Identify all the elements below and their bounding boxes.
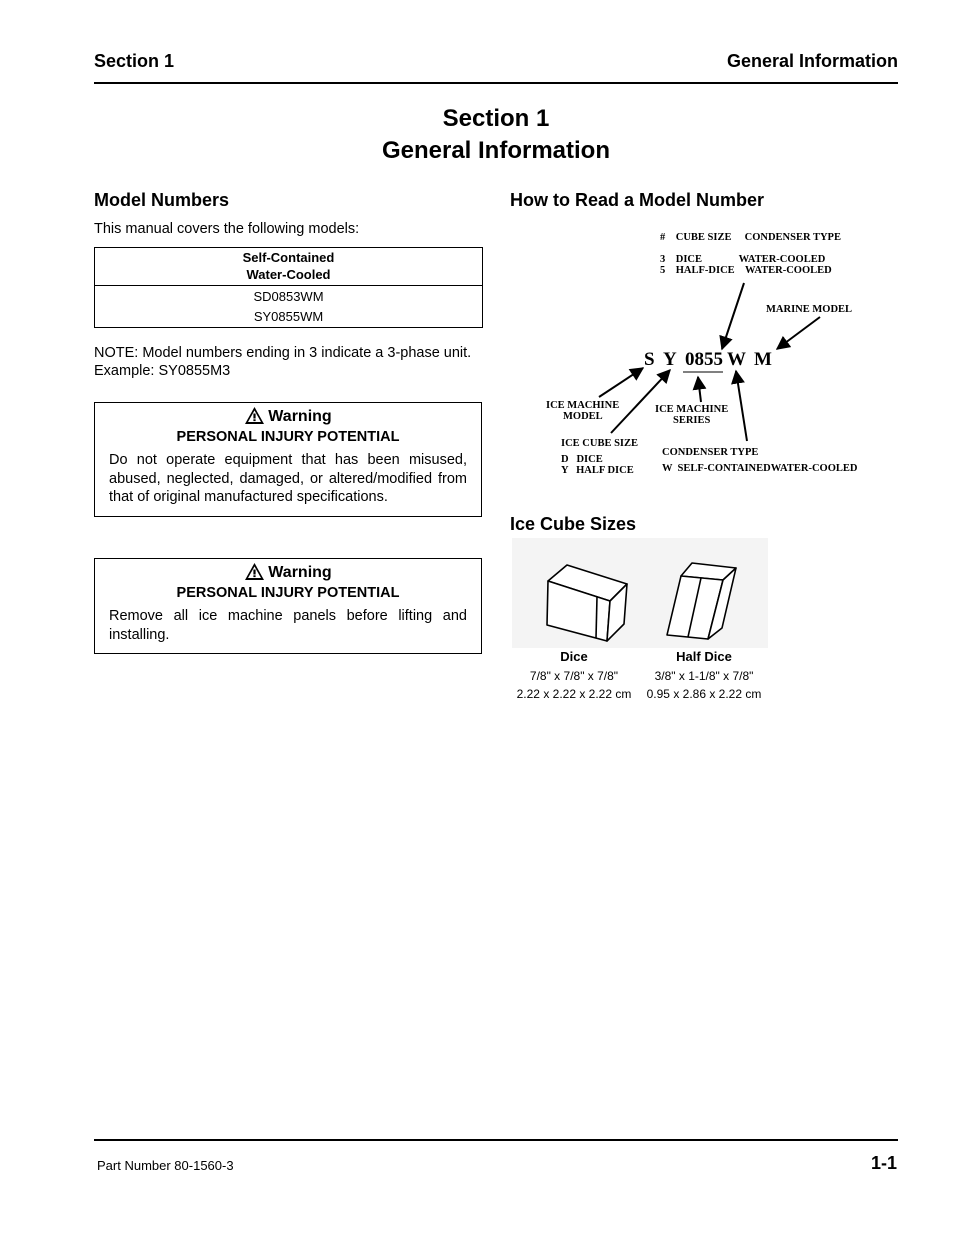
dice-imperial: 7/8" x 7/8" x 7/8"	[529, 669, 619, 683]
warning-subtitle: PERSONAL INJURY POTENTIAL	[176, 429, 400, 445]
header-rule	[94, 82, 898, 84]
warning-title	[95, 406, 481, 428]
page-title-section: Section 1	[442, 105, 550, 132]
dice-metric: 2.22 x 2.22 x 2.22 cm	[516, 687, 632, 701]
marine-model-label: MARINE MODEL	[766, 304, 853, 315]
ice-machine-model-label-1: ICE MACHINE	[546, 400, 620, 411]
ice-cube-size-label: ICE CUBE SIZE	[561, 438, 639, 449]
model-series-digits: 0855	[685, 349, 723, 370]
running-header-title: General Information	[726, 51, 898, 71]
ice-machine-model-label-2: MODEL	[563, 411, 603, 422]
warning-box-misuse	[94, 402, 482, 517]
ice-machine-series-label-2: SERIES	[673, 415, 711, 426]
warning-triangle-icon	[244, 562, 265, 581]
warning-triangle-icon	[244, 406, 265, 425]
footer-rule	[94, 1139, 898, 1141]
warning-subtitle: PERSONAL INJURY POTENTIAL	[176, 585, 400, 601]
condenser-type-label: CONDENSER TYPE	[662, 447, 759, 458]
ice-cube-size-dice: D DICE	[561, 454, 603, 465]
model-letter-m: M	[754, 349, 772, 370]
legend-row-5: 5 HALF-DICE WATER-COOLED	[660, 265, 832, 276]
models-table-header	[95, 248, 483, 286]
running-header-section: Section 1	[94, 51, 175, 71]
model-letter-s: S	[644, 349, 655, 370]
warning-title	[95, 562, 481, 584]
legend-header-row: # CUBE SIZE CONDENSER TYPE	[660, 232, 841, 243]
table-row	[95, 286, 483, 328]
model-number-arrows	[500, 270, 900, 470]
warning-text: Remove all ice machine panels before lifting and installing.	[109, 608, 467, 643]
model-sd0853wm: SD0853WM	[253, 289, 324, 304]
condenser-type-w: W SELF-CONTAINEDWATER-COOLED	[662, 463, 858, 474]
ice-cube-illustrations	[512, 538, 768, 648]
ice-machine-series-label-1: ICE MACHINE	[655, 404, 729, 415]
model-letter-y: Y	[663, 349, 677, 370]
models-table	[94, 247, 483, 328]
half-dice-name: Half Dice	[676, 649, 732, 664]
header-self-contained: Self-Contained	[242, 250, 335, 265]
warning-title-text: Warning	[268, 408, 332, 425]
page-title-name: General Information	[381, 137, 611, 164]
warning-text: Do not operate equipment that has been misused, abused, neglected, damaged, or altered/modified from that of original manufactured specifications.	[109, 452, 467, 505]
page-number: 1-1	[870, 1153, 897, 1173]
warning-box-panels	[94, 558, 482, 654]
model-sy0855wm: SY0855WM	[253, 309, 324, 324]
half-dice-imperial: 3/8" x 1-1/8" x 7/8"	[654, 669, 754, 683]
model-letter-w: W	[727, 349, 746, 370]
header-water-cooled: Water-Cooled	[246, 267, 331, 282]
ice-cube-sizes-heading: Ice Cube Sizes	[510, 514, 637, 534]
warning-title-text: Warning	[268, 564, 332, 581]
model-note: NOTE: Model numbers ending in 3 indicate a 3-phase unit. Example: SY0855M3	[94, 345, 472, 379]
part-number: Part Number 80-1560-3	[97, 1158, 234, 1173]
dice-name: Dice	[560, 649, 588, 664]
ice-cube-size-half-dice: Y HALF DICE	[561, 465, 634, 476]
half-dice-metric: 0.95 x 2.86 x 2.22 cm	[646, 687, 762, 701]
read-model-heading: How to Read a Model Number	[510, 190, 765, 210]
legend-row-3: 3 DICE WATER-COOLED	[660, 254, 826, 265]
model-numbers-intro: This manual covers the following models:	[94, 221, 360, 237]
model-numbers-heading: Model Numbers	[94, 190, 230, 210]
